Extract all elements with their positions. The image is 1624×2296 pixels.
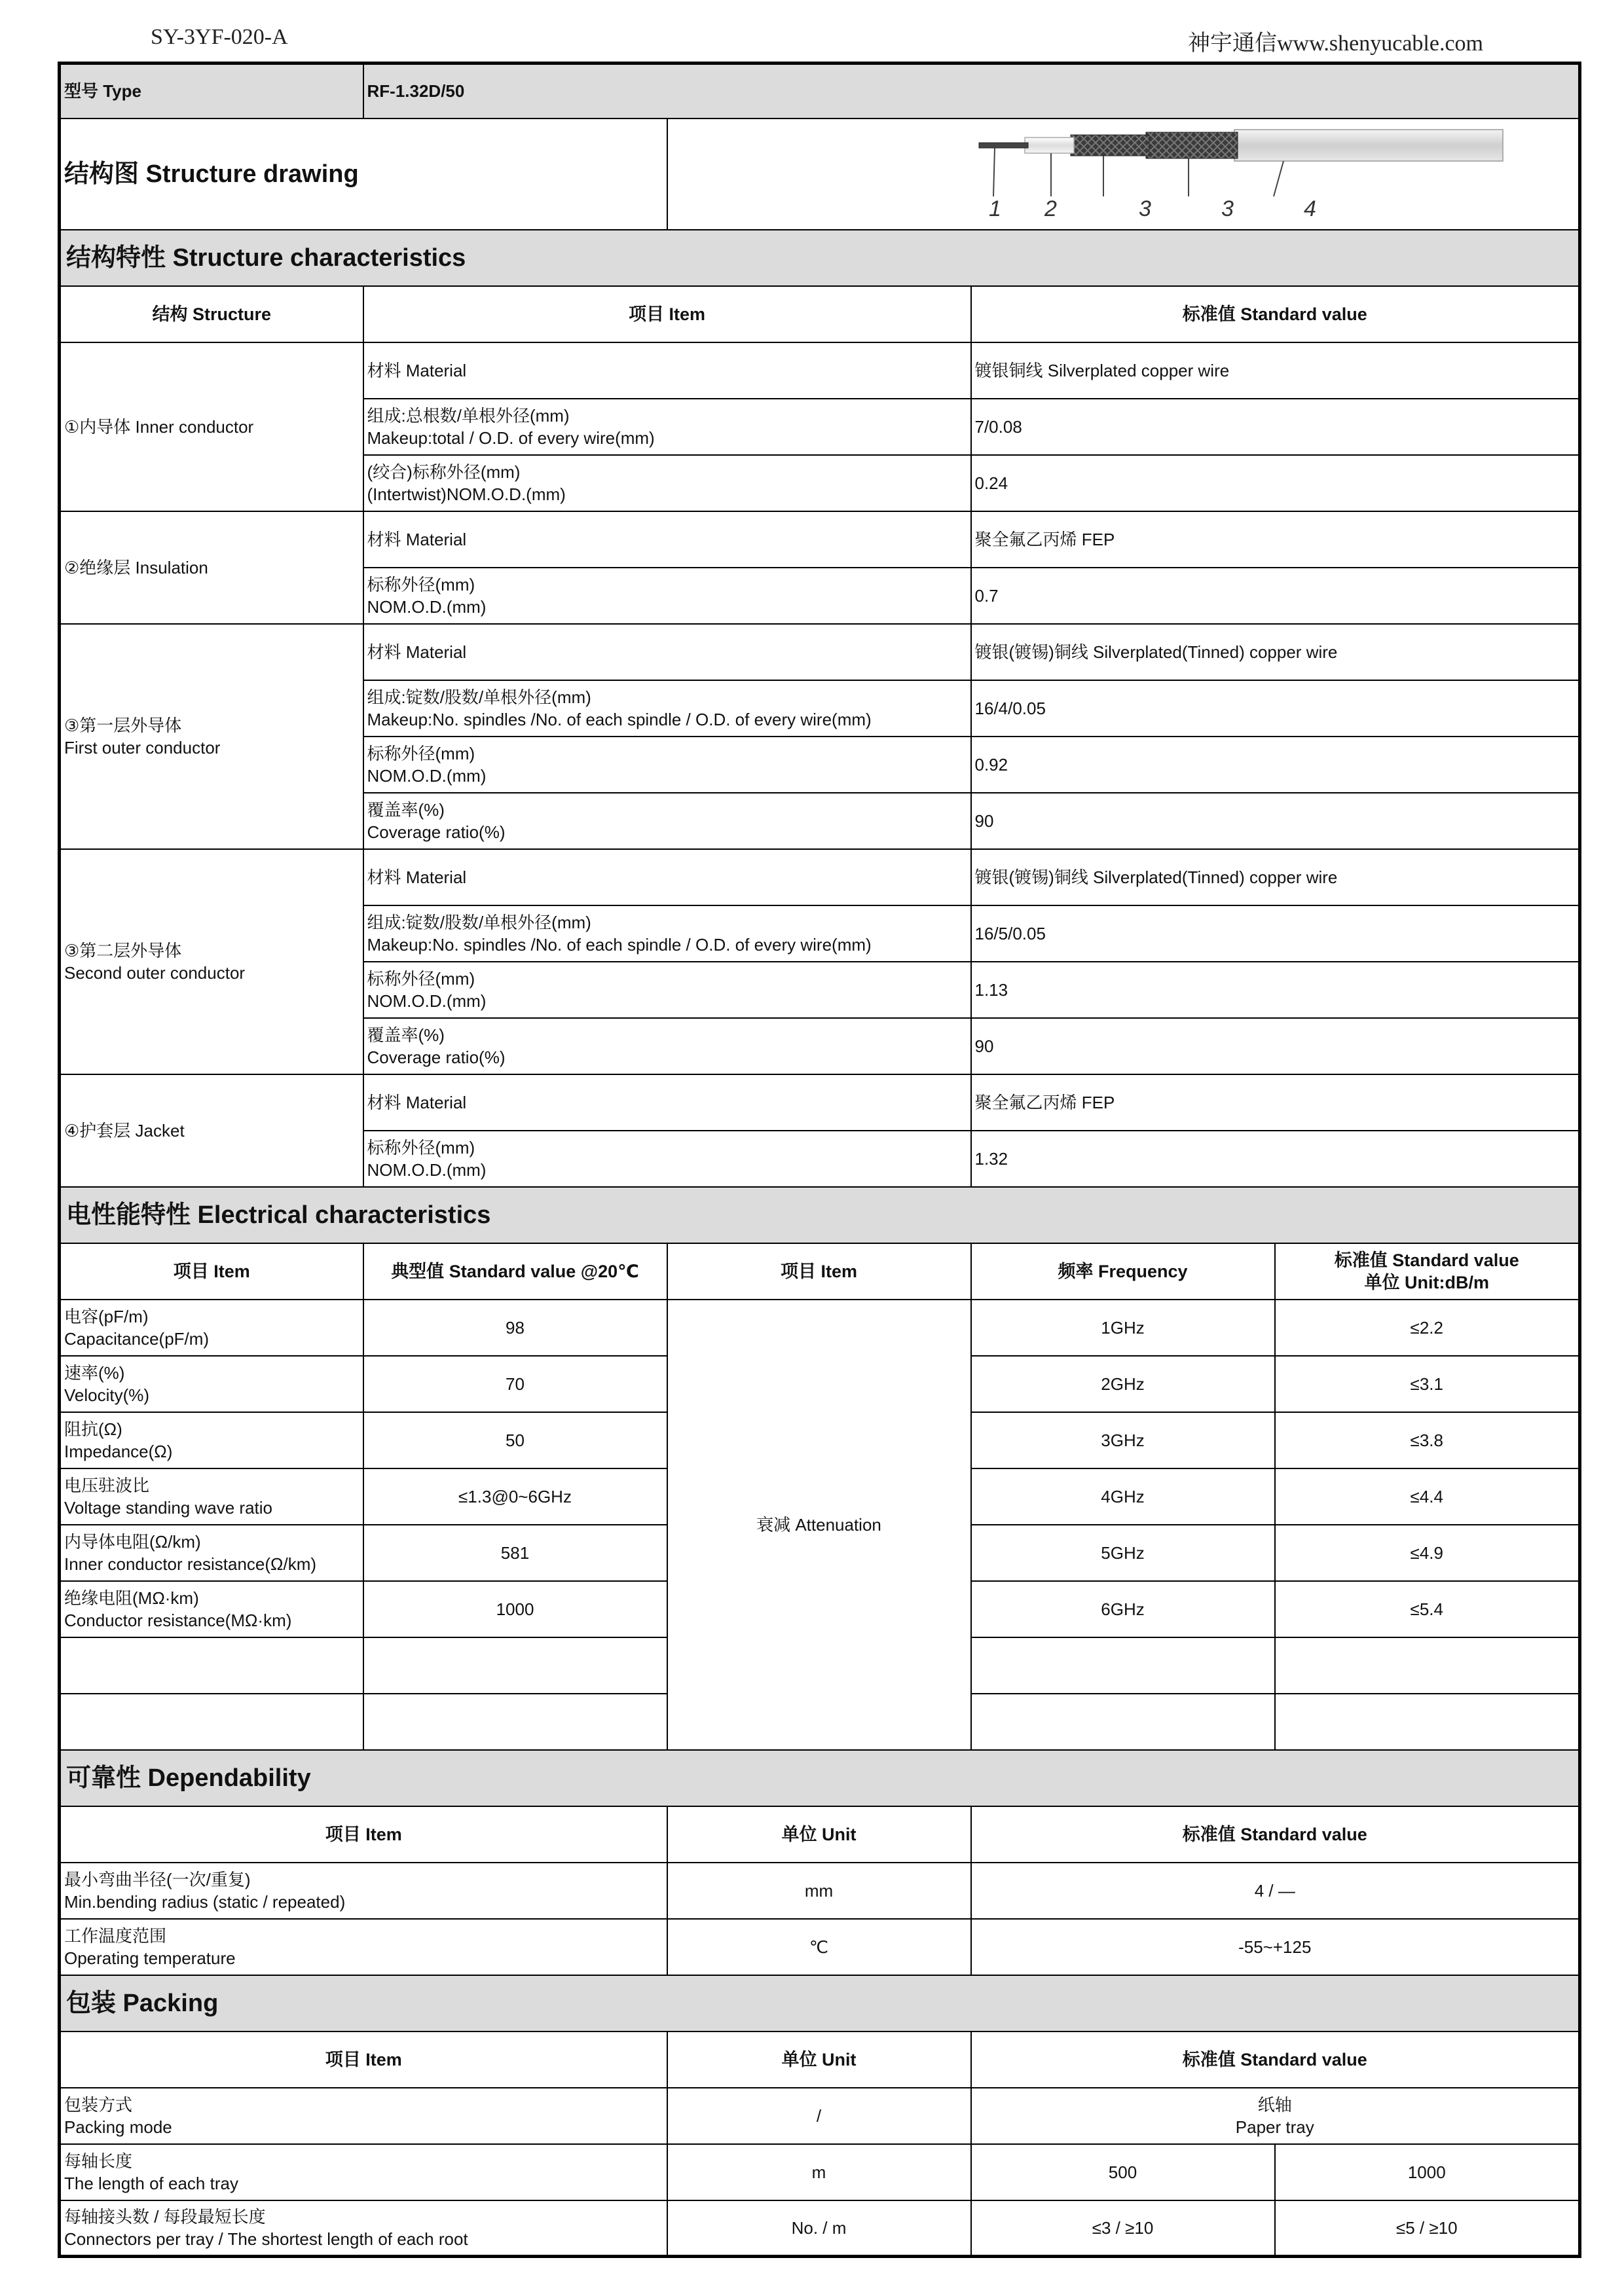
- insulation-od-value: 0.7: [971, 568, 1580, 624]
- company-website: 神宇通信www.shenyucable.com: [1187, 31, 1483, 56]
- second-outer-material-value: 镀银(镀锡)铜线 Silverplated(Tinned) copper wire: [971, 849, 1580, 905]
- dep-col-value: 标准值 Standard value: [971, 1806, 1580, 1863]
- insulation-material-item: 材料 Material: [363, 511, 971, 568]
- col-item: 项目 Item: [363, 286, 971, 342]
- connectors-value-2: ≤5 / ≥10: [1275, 2200, 1580, 2257]
- attenuation-value: ≤4.9: [1275, 1525, 1580, 1581]
- empty-cell: [363, 1694, 667, 1750]
- type-value: RF-1.32D/50: [363, 64, 1580, 118]
- elec-item: [60, 1525, 363, 1581]
- section-structure: 结构特性 Structure characteristics: [60, 230, 1580, 286]
- elec-item: [60, 1581, 363, 1637]
- cell-text-line: Makeup:total / O.D. of every wire(mm): [367, 428, 655, 448]
- second-outer-coverage-value: 90: [971, 1018, 1580, 1074]
- insulation-od-item: [363, 568, 971, 624]
- empty-cell: [1275, 1637, 1580, 1694]
- cell-text-line: ③第二层外导体: [64, 940, 182, 960]
- dep-col-unit: 单位 Unit: [667, 1806, 971, 1863]
- cell-text-line: Operating temperature: [64, 1948, 236, 1968]
- spec-sheet: [58, 62, 1581, 2258]
- jacket-material-item: 材料 Material: [363, 1074, 971, 1131]
- inner-od-value: 0.24: [971, 455, 1580, 511]
- structure-drawing-label: 结构图 Structure drawing: [60, 118, 667, 230]
- cell-text-line: 覆盖率(%): [367, 799, 445, 820]
- empty-cell: [60, 1637, 363, 1694]
- empty-cell: [60, 1694, 363, 1750]
- structure-drawing: [667, 118, 1580, 230]
- operating-temp-item: [60, 1919, 667, 1975]
- elec-value: 50: [363, 1412, 667, 1468]
- callout-3b: 3: [1221, 196, 1234, 221]
- pack-col-value: 标准值 Standard value: [971, 2032, 1580, 2088]
- tray-length-value-1: 500: [971, 2144, 1275, 2200]
- second-outer-coverage-item: [363, 1018, 971, 1074]
- cell-text-line: 最小弯曲半径(一次/重复): [64, 1869, 251, 1889]
- connectors-item: [60, 2200, 667, 2257]
- insulation-material-value: 聚全氟乙丙烯 FEP: [971, 511, 1580, 568]
- empty-cell: [971, 1637, 1275, 1694]
- cell-text-line: 纸轴: [1257, 2094, 1292, 2115]
- inner-conductor: [979, 143, 1028, 148]
- cell-text-line: 速率(%): [64, 1362, 125, 1383]
- elec-col-item: 项目 Item: [60, 1243, 363, 1300]
- first-outer-coverage-value: 90: [971, 793, 1580, 849]
- cell-text-line: Velocity(%): [64, 1385, 150, 1405]
- attenuation-label: 衰减 Attenuation: [667, 1300, 971, 1750]
- inner-material-value: 镀银铜线 Silverplated copper wire: [971, 342, 1580, 399]
- empty-cell: [1275, 1694, 1580, 1750]
- cell-text-line: Connectors per tray / The shortest length of each root: [64, 2229, 468, 2249]
- elec-value: 70: [363, 1356, 667, 1412]
- first-outer-coverage-item: [363, 793, 971, 849]
- pack-col-item: 项目 Item: [60, 2032, 667, 2088]
- second-outer-braid: [1146, 132, 1238, 158]
- cell-text-line: The length of each tray: [64, 2173, 238, 2193]
- cell-text-line: 标准值 Standard value: [1334, 1250, 1519, 1270]
- cell-text-line: 单位 Unit:dB/m: [1364, 1272, 1489, 1292]
- elec-col-item2: 项目 Item: [667, 1243, 971, 1300]
- second-outer-od-value: 1.13: [971, 962, 1580, 1018]
- cell-text-line: NOM.O.D.(mm): [367, 596, 487, 617]
- packing-mode-item: [60, 2088, 667, 2144]
- attenuation-value: ≤3.8: [1275, 1412, 1580, 1468]
- second-outer-makeup-value: 16/5/0.05: [971, 905, 1580, 962]
- elec-col-typical: 典型值 Standard value @20℃: [363, 1243, 667, 1300]
- frequency-value: 2GHz: [971, 1356, 1275, 1412]
- callout-1: 1: [988, 196, 1001, 221]
- jacket-material-value: 聚全氟乙丙烯 FEP: [971, 1074, 1580, 1131]
- cell-text-line: Voltage standing wave ratio: [64, 1497, 272, 1518]
- elec-value: 1000: [363, 1581, 667, 1637]
- col-standard-value: 标准值 Standard value: [971, 286, 1580, 342]
- attenuation-value: ≤2.2: [1275, 1300, 1580, 1356]
- packing-mode-unit: /: [667, 2088, 971, 2144]
- section-electrical: 电性能特性 Electrical characteristics: [60, 1187, 1580, 1243]
- cell-text-line: 标称外径(mm): [367, 1137, 475, 1157]
- cell-text-line: Capacitance(pF/m): [64, 1328, 210, 1349]
- attenuation-value: ≤3.1: [1275, 1356, 1580, 1412]
- elec-item: [60, 1412, 363, 1468]
- cell-text-line: NOM.O.D.(mm): [367, 991, 487, 1011]
- second-outer-label: [60, 849, 363, 1074]
- cell-text-line: 内导体电阻(Ω/km): [64, 1531, 201, 1552]
- first-outer-makeup-item: [363, 680, 971, 737]
- callout-2: 2: [1044, 196, 1057, 221]
- frequency-value: 3GHz: [971, 1412, 1275, 1468]
- cell-text-line: Makeup:No. spindles /No. of each spindle / O.D. of every wire(mm): [367, 709, 872, 729]
- first-outer-braid: [1071, 135, 1149, 156]
- elec-item: [60, 1300, 363, 1356]
- empty-cell: [363, 1637, 667, 1694]
- frequency-value: 6GHz: [971, 1581, 1275, 1637]
- section-dependability: 可靠性 Dependability: [60, 1750, 1580, 1806]
- insulation-label: ②绝缘层 Insulation: [60, 511, 363, 624]
- inner-material-item: 材料 Material: [363, 342, 971, 399]
- cell-text-line: 绝缘电阻(MΩ·km): [64, 1588, 199, 1608]
- cell-text-line: NOM.O.D.(mm): [367, 1159, 487, 1180]
- bending-radius-unit: mm: [667, 1863, 971, 1919]
- cell-text-line: Paper tray: [1235, 2117, 1314, 2137]
- elec-col-standard: [1275, 1243, 1580, 1300]
- first-outer-od-value: 0.92: [971, 737, 1580, 793]
- operating-temp-value: -55~+125: [971, 1919, 1580, 1975]
- inner-makeup-value: 7/0.08: [971, 399, 1580, 455]
- jacket-layer: [1234, 130, 1503, 161]
- cell-text-line: Second outer conductor: [64, 962, 246, 983]
- inner-makeup-item: [363, 399, 971, 455]
- elec-value: 581: [363, 1525, 667, 1581]
- connectors-value-1: ≤3 / ≥10: [971, 2200, 1275, 2257]
- cell-text-line: 组成:锭数/股数/单根外径(mm): [367, 687, 591, 707]
- cell-text-line: Inner conductor resistance(Ω/km): [64, 1554, 317, 1574]
- first-outer-label: [60, 624, 363, 849]
- jacket-label: ④护套层 Jacket: [60, 1074, 363, 1187]
- elec-item: [60, 1468, 363, 1525]
- cell-text-line: (绞合)标称外径(mm): [367, 462, 521, 482]
- cell-text-line: 电压驻波比: [64, 1475, 150, 1495]
- cell-text-line: First outer conductor: [64, 737, 221, 757]
- cell-text-line: 标称外径(mm): [367, 743, 475, 763]
- cell-text-line: Packing mode: [64, 2117, 172, 2137]
- elec-value: 98: [363, 1300, 667, 1356]
- callout-3a: 3: [1138, 196, 1151, 221]
- cell-text-line: 包装方式: [64, 2094, 133, 2115]
- frequency-value: 4GHz: [971, 1468, 1275, 1525]
- frequency-value: 1GHz: [971, 1300, 1275, 1356]
- second-outer-makeup-item: [363, 905, 971, 962]
- inner-od-item: [363, 455, 971, 511]
- callout-4: 4: [1303, 196, 1316, 221]
- cell-text-line: Makeup:No. spindles /No. of each spindle / O.D. of every wire(mm): [367, 934, 872, 955]
- cell-text-line: Impedance(Ω): [64, 1441, 173, 1461]
- cell-text-line: Coverage ratio(%): [367, 1047, 506, 1067]
- cell-text-line: 覆盖率(%): [367, 1025, 445, 1045]
- second-outer-od-item: [363, 962, 971, 1018]
- first-outer-makeup-value: 16/4/0.05: [971, 680, 1580, 737]
- first-outer-od-item: [363, 737, 971, 793]
- cell-text-line: 标称外径(mm): [367, 968, 475, 989]
- tray-length-item: [60, 2144, 667, 2200]
- empty-cell: [971, 1694, 1275, 1750]
- cell-text-line: NOM.O.D.(mm): [367, 765, 487, 786]
- attenuation-value: ≤5.4: [1275, 1581, 1580, 1637]
- bending-radius-item: [60, 1863, 667, 1919]
- second-outer-material-item: 材料 Material: [363, 849, 971, 905]
- bending-radius-value: 4 / —: [971, 1863, 1580, 1919]
- pack-col-unit: 单位 Unit: [667, 2032, 971, 2088]
- elec-value: ≤1.3@0~6GHz: [363, 1468, 667, 1525]
- insulation-layer: [1025, 137, 1074, 153]
- cell-text-line: 每轴长度: [64, 2151, 133, 2171]
- document-code: SY-3YF-020-A: [151, 25, 288, 49]
- operating-temp-unit: ℃: [667, 1919, 971, 1975]
- cell-text-line: 工作温度范围: [64, 1925, 167, 1946]
- cell-text-line: 电容(pF/m): [64, 1306, 149, 1326]
- first-outer-material-value: 镀银(镀锡)铜线 Silverplated(Tinned) copper wire: [971, 624, 1580, 680]
- first-outer-material-item: 材料 Material: [363, 624, 971, 680]
- tray-length-unit: m: [667, 2144, 971, 2200]
- tray-length-value-2: 1000: [1275, 2144, 1580, 2200]
- cell-text-line: Min.bending radius (static / repeated): [64, 1891, 346, 1912]
- cell-text-line: (Intertwist)NOM.O.D.(mm): [367, 484, 566, 504]
- type-label: 型号 Type: [60, 64, 363, 118]
- cell-text-line: 组成:总根数/单根外径(mm): [367, 405, 570, 426]
- cell-text-line: Coverage ratio(%): [367, 822, 506, 842]
- packing-mode-value: [971, 2088, 1580, 2144]
- cable-drawing: [671, 119, 1575, 224]
- frequency-value: 5GHz: [971, 1525, 1275, 1581]
- elec-item: [60, 1356, 363, 1412]
- jacket-od-value: 1.32: [971, 1131, 1580, 1187]
- cell-text-line: Conductor resistance(MΩ·km): [64, 1610, 292, 1630]
- elec-col-frequency: 频率 Frequency: [971, 1243, 1275, 1300]
- cell-text-line: ③第一层外导体: [64, 715, 182, 735]
- cell-text-line: 每轴接头数 / 每段最短长度: [64, 2206, 266, 2227]
- jacket-od-item: [363, 1131, 971, 1187]
- cell-text-line: 标称外径(mm): [367, 574, 475, 594]
- cell-text-line: 阻抗(Ω): [64, 1419, 122, 1439]
- cell-text-line: 组成:锭数/股数/单根外径(mm): [367, 912, 591, 932]
- dep-col-item: 项目 Item: [60, 1806, 667, 1863]
- section-packing: 包装 Packing: [60, 1975, 1580, 2032]
- col-structure: 结构 Structure: [60, 286, 363, 342]
- inner-conductor-label: ①内导体 Inner conductor: [60, 342, 363, 511]
- attenuation-value: ≤4.4: [1275, 1468, 1580, 1525]
- connectors-unit: No. / m: [667, 2200, 971, 2257]
